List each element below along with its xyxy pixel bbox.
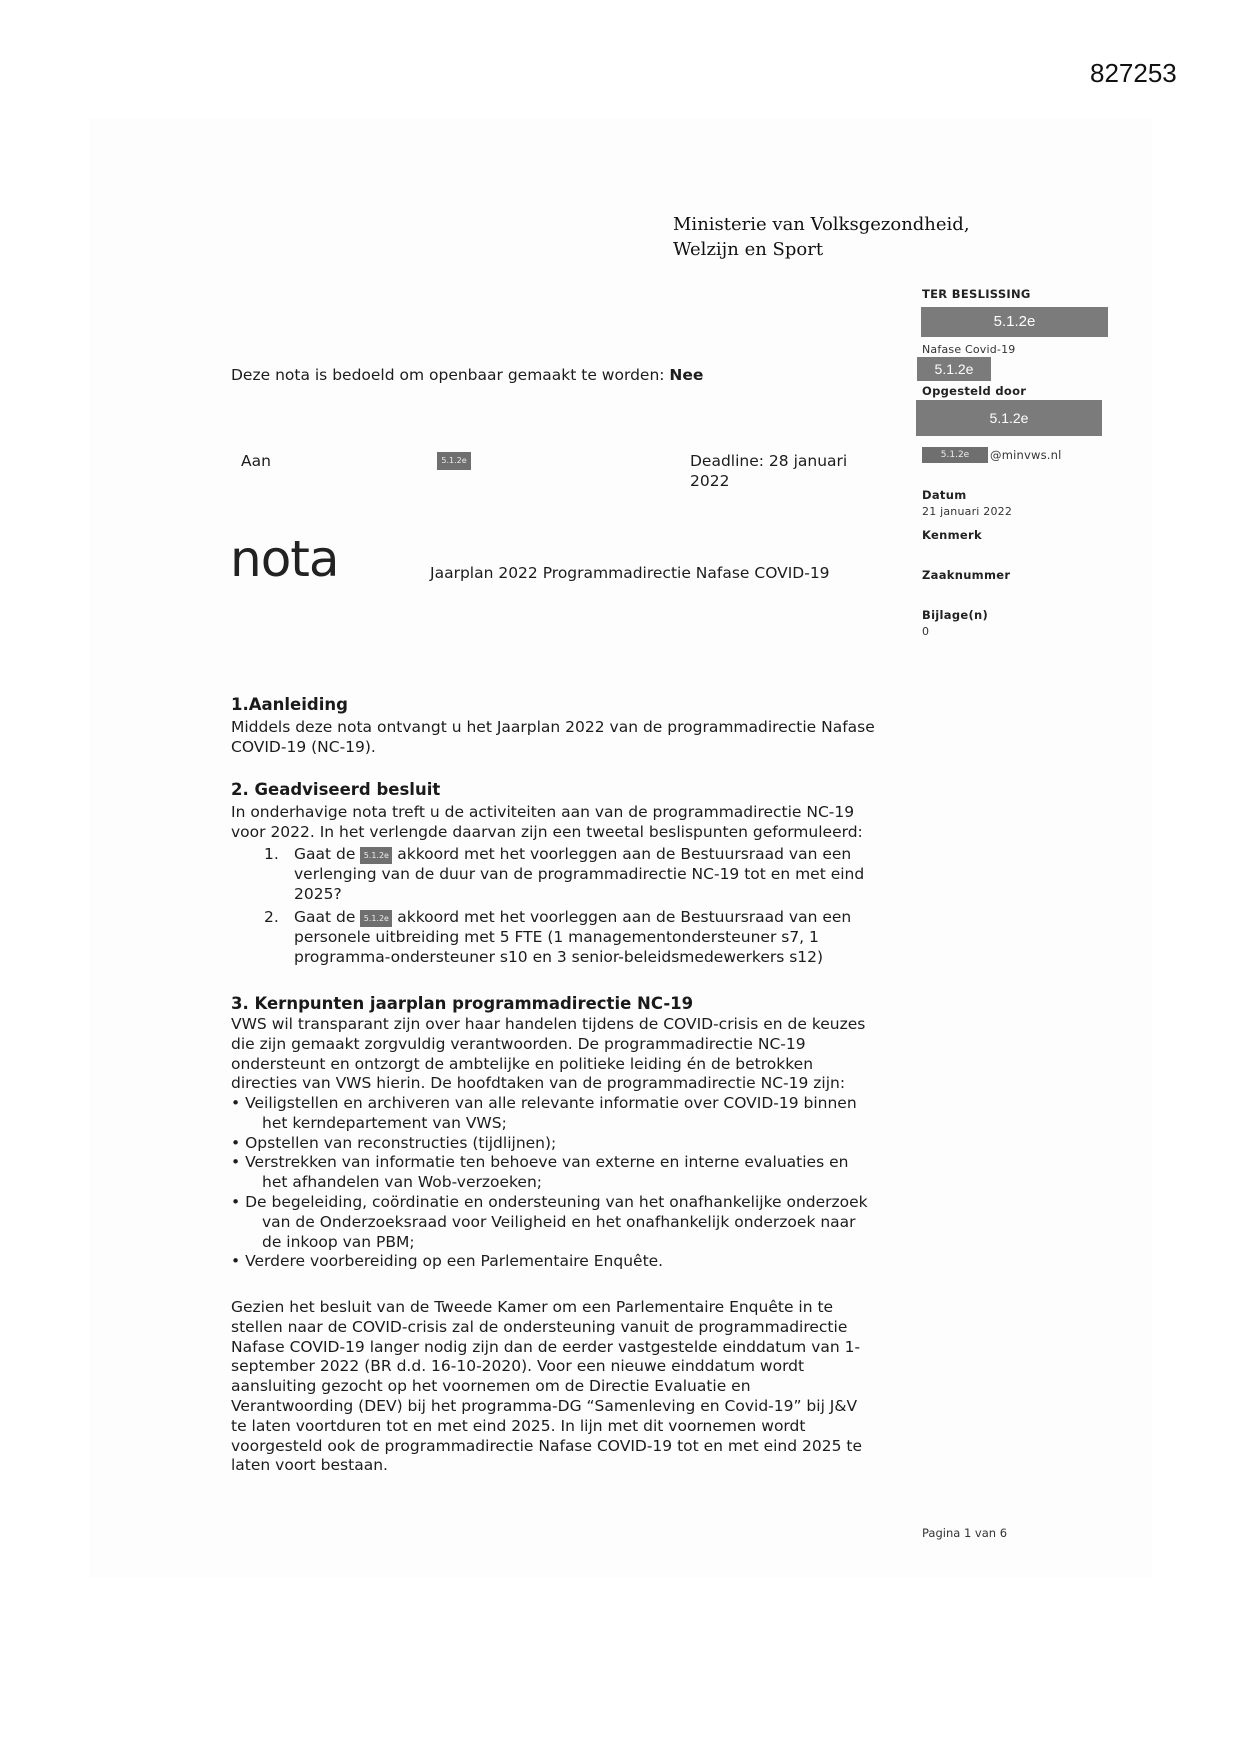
decision-item <box>264 908 851 967</box>
nota-subject: Jaarplan 2022 Programmadirectie Nafase COVID-19 <box>430 564 830 582</box>
text-line: te laten voortduren tot en met eind 2025. In lijn met dit voornemen wordt <box>231 1416 806 1435</box>
bijlagen-label: Bijlage(n) <box>922 608 989 622</box>
text-line: de inkoop van PBM; <box>262 1232 415 1251</box>
redaction-block: 5.1.2e <box>917 357 991 381</box>
bullet-item: • Verdere voorbereiding op een Parlementaire Enquête. <box>231 1252 664 1271</box>
text-line: Verdere voorbereiding op een Parlementaire Enquête. <box>245 1252 664 1271</box>
ministry-line-1: Ministerie van Volksgezondheid, <box>673 214 970 235</box>
text-line: Verstrekken van informatie ten behoeve van externe en interne evaluaties en <box>245 1153 849 1172</box>
text-line: Nafase COVID-19 langer nodig zijn dan de eerder vastgestelde einddatum van 1- <box>231 1337 861 1356</box>
text-line: voor 2022. In het verlengde daarvan zijn een tweetal beslispunten geformuleerd: <box>231 822 863 841</box>
redaction-block: 5.1.2e <box>437 452 471 470</box>
section-3-heading: 3. Kernpunten jaarplan programmadirectie NC-19 <box>231 994 694 1013</box>
text-line: Opstellen van reconstructies (tijdlijnen); <box>245 1133 557 1152</box>
page-number: Pagina 1 van 6 <box>922 1526 1008 1540</box>
nafase-label: Nafase Covid-19 <box>922 343 1016 356</box>
ter-beslissing-label: TER BESLISSING <box>922 287 1031 301</box>
datum-value: 21 januari 2022 <box>922 505 1013 518</box>
aan-label: Aan <box>241 452 271 470</box>
text-line: Gezien het besluit van de Tweede Kamer om een Parlementaire Enquête in te <box>231 1298 834 1316</box>
item-text: akkoord met het voorleggen aan de Bestuursraad van een <box>392 908 852 926</box>
text-line: De begeleiding, coördinatie en ondersteuning van het onafhankelijke onderzoek <box>245 1192 868 1211</box>
section-2-intro <box>231 803 863 843</box>
text-line: VWS wil transparant zijn over haar handelen tijdens de COVID-crisis en de keuzes <box>231 1015 866 1033</box>
text-line: Veiligstellen en archiveren van alle relevante informatie over COVID-19 binnen <box>245 1094 857 1112</box>
text-line: die zijn gemaakt zorgvuldig verantwoorden. De programmadirectie NC-19 <box>231 1034 806 1053</box>
text-line: Verantwoording (DEV) bij het programma-DG “Samenleving en Covid-19” bij J&V <box>231 1396 858 1415</box>
openbaar-value: Nee <box>669 366 704 384</box>
nota-title: nota <box>230 530 339 588</box>
item-number: 1. <box>264 845 279 863</box>
openbaar-line <box>231 366 703 386</box>
item-number: 2. <box>264 908 279 926</box>
text-line: voorgesteld ook de programmadirectie Nafase COVID-19 tot en met eind 2025 te <box>231 1436 862 1455</box>
text-line: het kerndepartement van VWS; <box>262 1113 507 1132</box>
bullet-item: • Opstellen van reconstructies (tijdlijnen); <box>231 1133 557 1152</box>
ministry-logo-text <box>673 212 970 262</box>
text-line: stellen naar de COVID-crisis zal de ondersteuning vanuit de programmadirectie <box>231 1317 848 1336</box>
text-line: van de Onderzoeksraad voor Veiligheid en het onafhankelijk onderzoek naar <box>262 1212 856 1231</box>
item-text: Gaat de <box>294 845 361 863</box>
text-line: september 2022 (BR d.d. 16-10-2020). Voor een nieuwe einddatum wordt <box>231 1357 805 1376</box>
deadline-line-2: 2022 <box>690 471 730 490</box>
bijlagen-value: 0 <box>922 625 930 638</box>
document-number: 827253 <box>1090 58 1177 88</box>
opgesteld-door-label: Opgesteld door <box>922 384 1027 398</box>
kenmerk-label: Kenmerk <box>922 528 982 542</box>
text-line: Middels deze nota ontvangt u het Jaarplan 2022 van de programmadirectie Nafase <box>231 718 875 736</box>
redaction-block: 5.1.2e <box>922 447 988 463</box>
decision-item <box>264 845 864 904</box>
section-2-heading: 2. Geadviseerd besluit <box>231 780 441 799</box>
openbaar-text: Deze nota is bedoeld om openbaar gemaakt te worden: <box>231 366 670 384</box>
redaction-block: 5.1.2e <box>360 847 392 864</box>
text-line: COVID-19 (NC-19). <box>231 737 376 756</box>
text-line: directies van VWS hierin. De hoofdtaken van de programmadirectie NC-19 zijn: <box>231 1074 846 1093</box>
datum-label: Datum <box>922 488 967 502</box>
ministry-line-2: Welzijn en Sport <box>673 239 824 260</box>
bullet-item: • Veiligstellen en archiveren van alle relevante informatie over COVID-19 binnen het kerndepartement van VWS; <box>231 1094 868 1134</box>
section-1-body <box>231 718 875 758</box>
zaaknummer-label: Zaaknummer <box>922 568 1011 582</box>
text-line: aansluiting gezocht op het voornemen om de Directie Evaluatie en <box>231 1377 751 1396</box>
item-text: akkoord met het voorleggen aan de Bestuursraad van een <box>392 845 852 863</box>
section-3-paragraph <box>231 1298 862 1476</box>
section-1-heading: 1.Aanleiding <box>231 695 348 714</box>
redaction-block: 5.1.2e <box>921 307 1108 337</box>
text-line: het afhandelen van Wob-verzoeken; <box>262 1173 543 1192</box>
text-line: ondersteunt en ontzorgt de ambtelijke en politieke leiding én de betrokken <box>231 1054 814 1073</box>
text-line: programma-ondersteuner s10 en 3 senior-beleidsmedewerkers s12) <box>294 947 824 966</box>
redaction-block: 5.1.2e <box>360 910 392 927</box>
section-3-intro <box>231 1015 865 1094</box>
text-line: laten voort bestaan. <box>231 1456 388 1475</box>
email-suffix: @minvws.nl <box>990 448 1062 462</box>
text-line: 2025? <box>294 884 342 903</box>
text-line: personele uitbreiding met 5 FTE (1 managementondersteuner s7, 1 <box>294 927 819 946</box>
bullet-item: • Verstrekken van informatie ten behoeve van externe en interne evaluaties en het afhandelen van Wob-verzoeken; <box>231 1153 868 1193</box>
deadline <box>690 452 847 492</box>
redaction-block: 5.1.2e <box>916 400 1102 436</box>
text-line: In onderhavige nota treft u de activiteiten aan van de programmadirectie NC-19 <box>231 803 855 821</box>
item-text: Gaat de <box>294 908 361 926</box>
deadline-line-1: Deadline: 28 januari <box>690 452 848 470</box>
text-line: verlenging van de duur van de programmadirectie NC-19 tot en met eind <box>294 864 865 883</box>
bullet-item: • De begeleiding, coördinatie en ondersteuning van het onafhankelijke onderzoek van de Onderzoeksraad voor Veiligheid en het onafhankelijk onderzoek naar de inkoop van PBM; <box>231 1192 868 1251</box>
bullet-list <box>231 1094 868 1272</box>
